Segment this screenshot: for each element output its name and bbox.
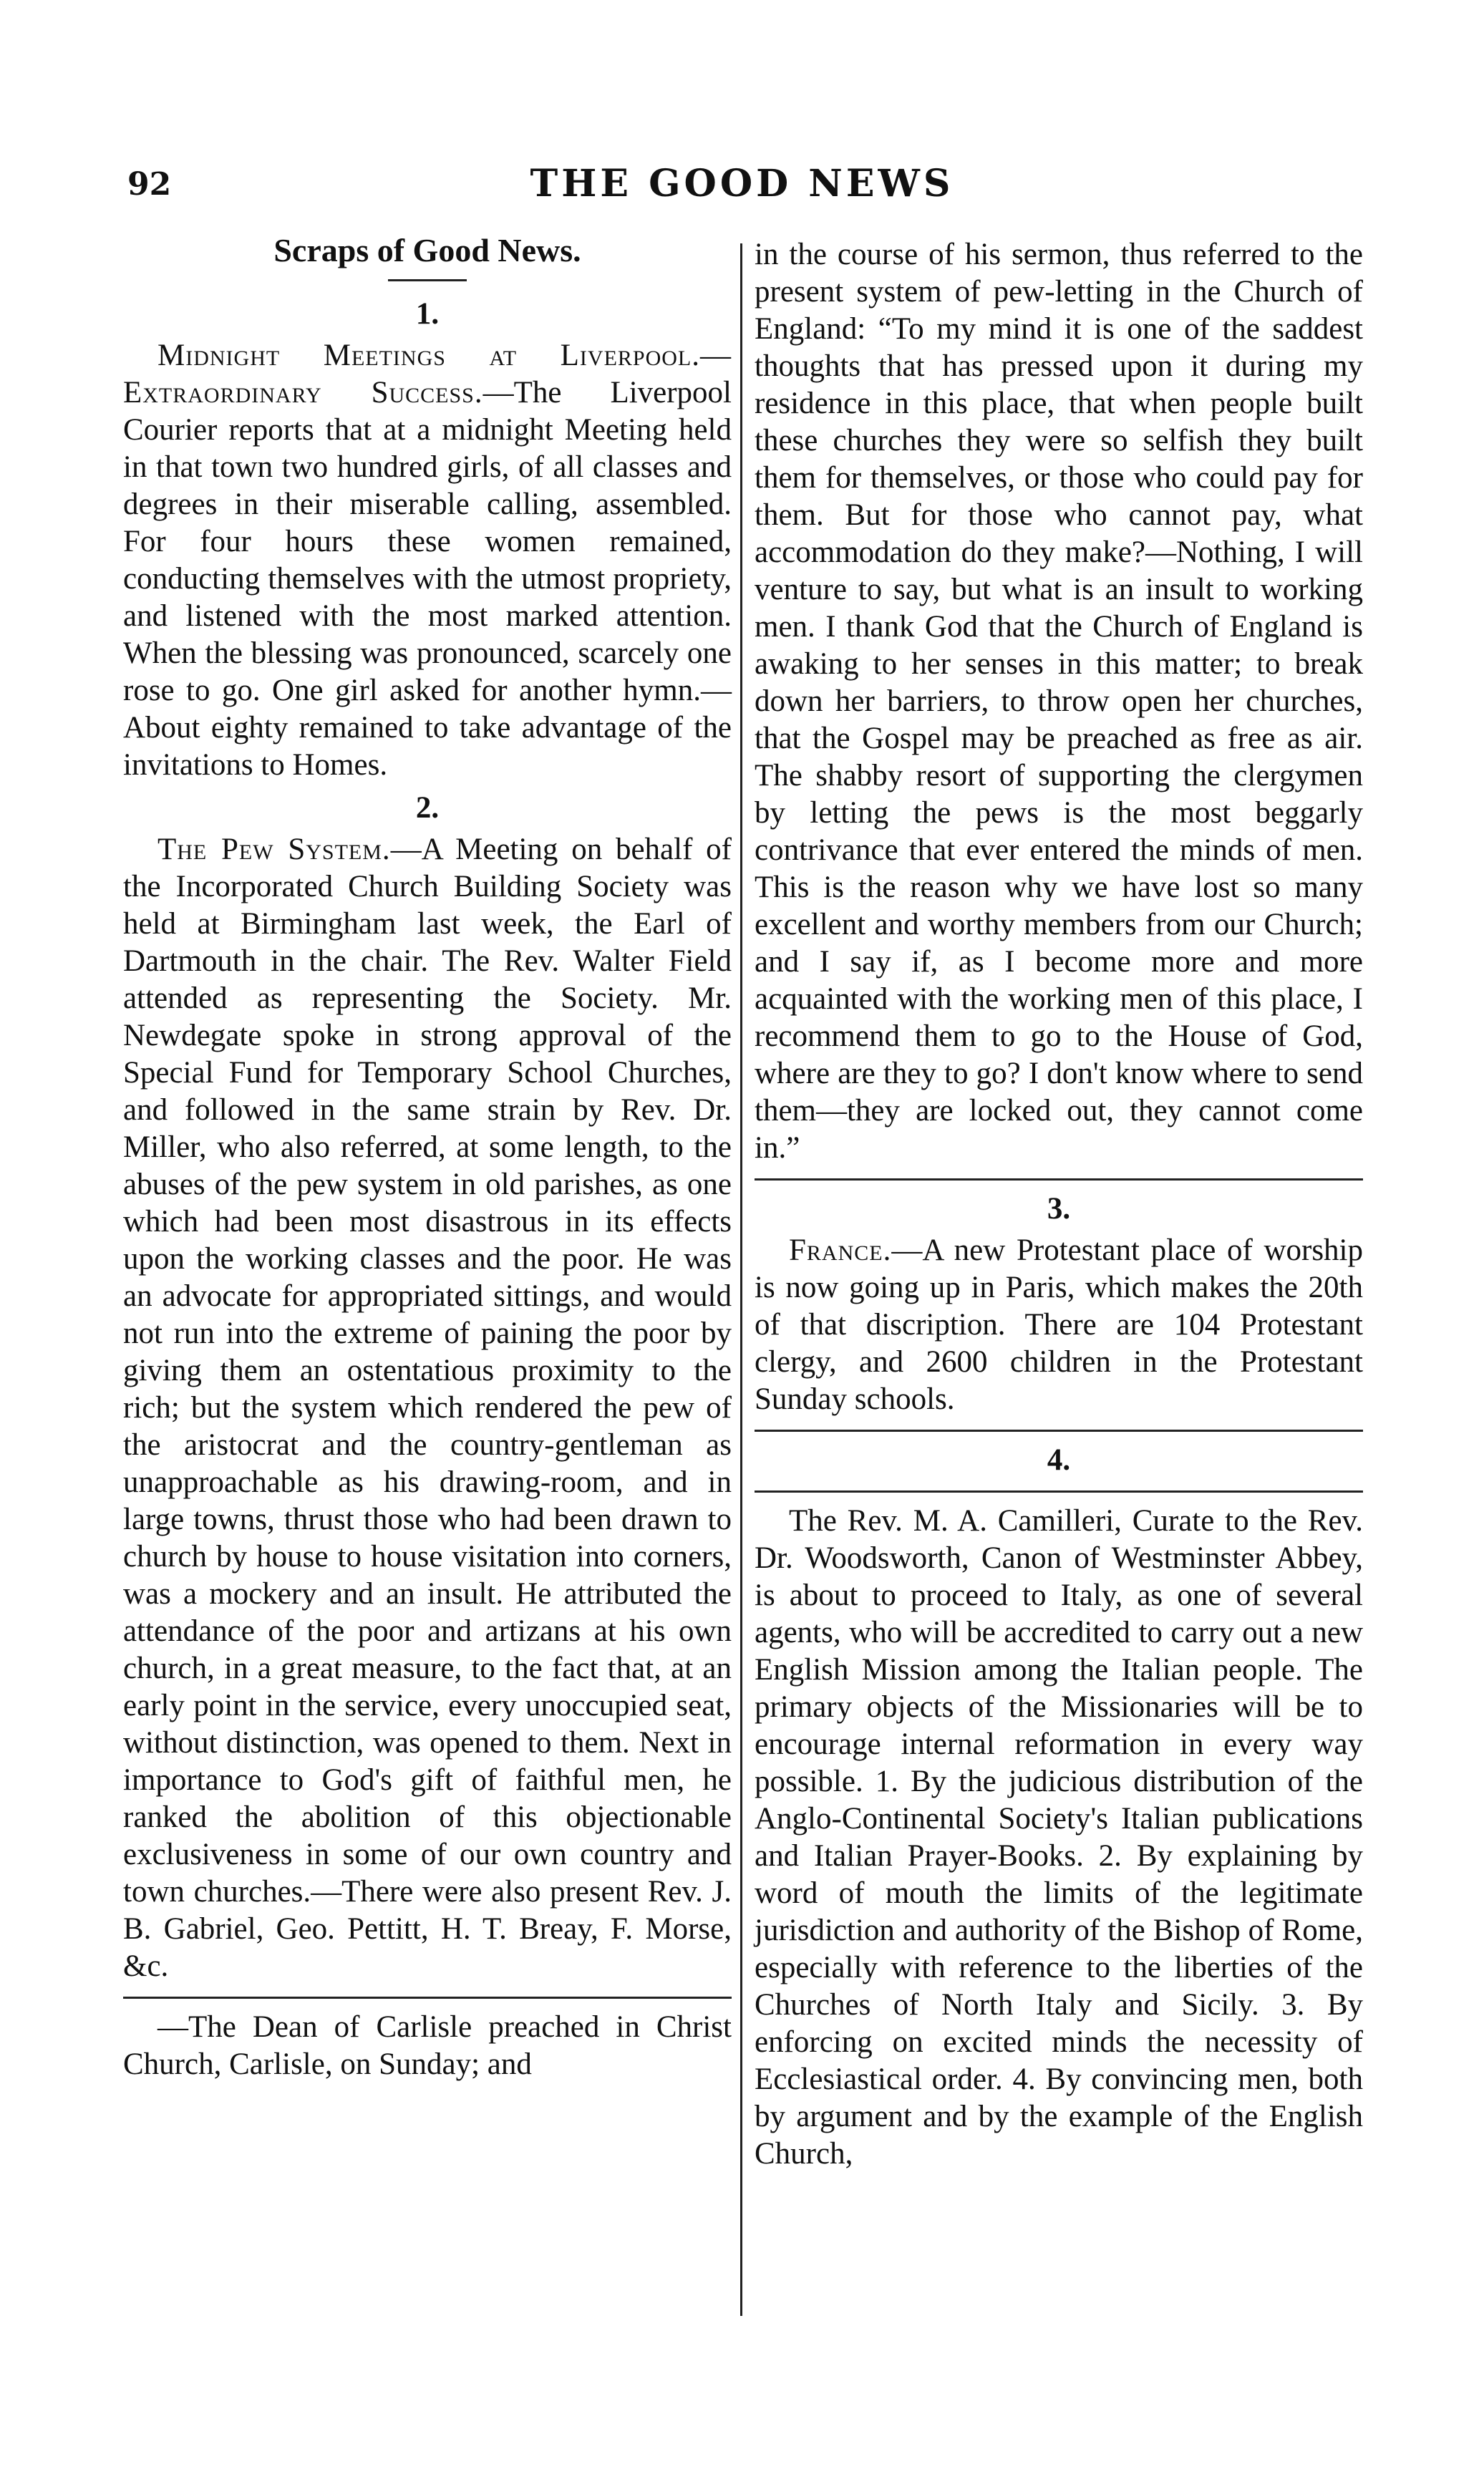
- article-pew-system: [123, 831, 732, 1985]
- item-number-1: 1.: [415, 297, 440, 331]
- article-body: —The Liverpool Courier reports that at a midnight Meeting held in that town two hundred girls, of all classes and degrees in their miserable calling, assembled. For four hours these women remained, conducting themselves with the utmost propriety, and listened with the most marked attention. When the blessing was pronounced, scarcely one rose to go. One girl asked for another hymn.—About eighty remained to take advantage of the invitations to Homes.: [123, 376, 732, 782]
- section-divider: [123, 1997, 732, 1999]
- left-column: [123, 231, 732, 2083]
- article-heading: The Pew System.: [157, 833, 391, 866]
- article-france: [755, 1232, 1363, 1418]
- article-heading: Midnight Meetings at Liverpool.—Extraordinary Success.: [123, 339, 732, 409]
- article-body: —A Meeting on behalf of the Incorporated Church Building Society was held at Birmingham last week, the Earl of Dartmouth in the chair. The Rev. Walter Field attended as representing the Society. Mr. Newdegate spoke in strong approval of the Special Fund for Temporary School Churches, and followed in the same strain by Rev. Dr. Miller, who also referred, at some length, to the abuses of the pew system in old parishes, as one which had been most disastrous in its effects upon the working classes and the poor. He was an advocate for appropriated sittings, and would not run into the extreme of paining the poor by giving them an ostentatious proximity to the rich; but the system which rendered the pew of the aristocrat and the country-gentleman as unapproachable as his drawing-room, and in large towns, thrust those who had been drawn to church by house to house visitation into corners, was a mockery and an insult. He attributed the attendance of the poor and artizans at his own church, in a great measure, to the fact that, at an early point in the service, every unoccupied seat, without distinction, was opened to them. Next in importance to God's gift of faithful men, he ranked the abolition of this objectionable exclusiveness in some of our own country and town churches.—There were also present Rev. J. B. Gabriel, Geo. Pettitt, H. T. Breay, F. Morse, &c.: [123, 833, 732, 1983]
- page-number: 92: [127, 166, 172, 203]
- item-number-2: 2.: [415, 791, 440, 825]
- article-body: —A new Protestant place of worship is now going up in Paris, which makes the 20th of that discription. There are 104 Protestant clergy, and 2600 children in the Protestant Sunday schools.: [755, 1233, 1363, 1416]
- section-title: Scraps of Good News.: [273, 232, 581, 268]
- article-continuation-dean: —The Dean of Carlisle preached in Christ Church, Carlisle, on Sunday; and: [123, 2010, 732, 2081]
- item-number-3: 3.: [1047, 1192, 1071, 1226]
- title-rule: [388, 279, 467, 281]
- column-rule: [740, 243, 742, 2316]
- item-number-4: 4.: [1047, 1443, 1071, 1477]
- article-heading: France.: [789, 1233, 892, 1267]
- section-divider: [755, 1178, 1363, 1181]
- item-4-rule: [755, 1490, 1363, 1493]
- running-title: THE GOOD NEWS: [530, 162, 954, 205]
- article-camilleri-mission: The Rev. M. A. Camilleri, Curate to the Rev. Dr. Woodsworth, Canon of Westminster Abbey, is about to proceed to Italy, as one of several agents, who will be accredited to carry out a new English Mission among the Italian people. The primary objects of the Missionaries will be to encourage internal reformation in every way possible. 1. By the judicious distribution of the Anglo-Continental Society's Italian publications and Italian Prayer-Books. 2. By explaining by word of mouth the limits of the legitimate jurisdiction and authority of the Bishop of Rome, especially with reference to the liberties of the Churches of North Italy and Sicily. 3. By enforcing on excited minds the necessity of Ecclesiastical order. 4. By convincing men, both by argument and by the example of the English Church,: [755, 1504, 1363, 2171]
- continued-text-dean-sermon: in the course of his sermon, thus referred to the present system of pew-letting in the Church of England: “To my mind it is one of the saddest thoughts that has pressed upon it during my residence in this place, that when people built these churches they were so selfish they built them for themselves, or those who could pay for them. But for those who cannot pay, what accommodation do they make?—Nothing, I will venture to say, but what is an insult to working men. I thank God that the Church of England is awaking to her senses in this matter; to break down her barriers, to throw open her churches, that the Gospel may be preached as free as air. The shabby resort of supporting the clergymen by letting the pews is the most beggarly contrivance that ever entered the minds of men. This is the reason why we have lost so many excellent and worthy members from our Church; and I say if, as I become more and more acquainted with the working men of this place, I recommend them to go to the House of God, where are they to go? I don't know where to send them—they are locked out, they cannot come in.”: [755, 238, 1363, 1165]
- right-column: [755, 236, 1363, 2173]
- article-midnight-meetings: [123, 337, 732, 784]
- section-divider: [755, 1430, 1363, 1432]
